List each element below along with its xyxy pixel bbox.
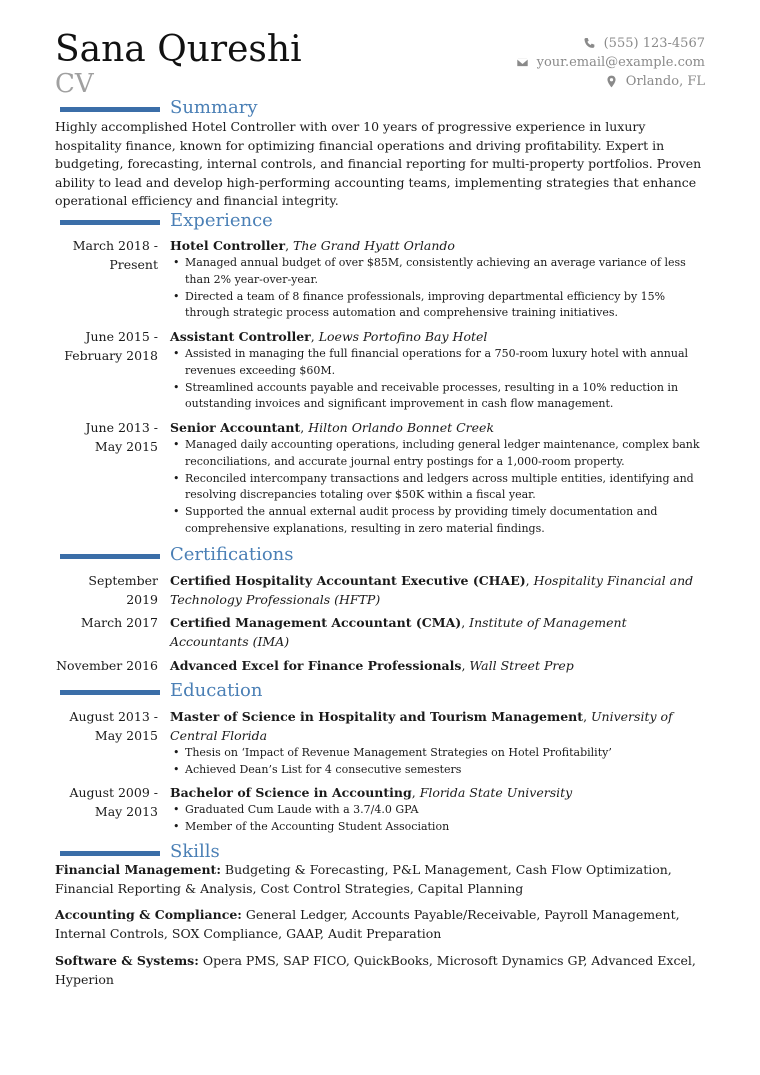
date-start: November 2016: [56, 658, 158, 673]
entry-heading: Assistant Controller, Loews Portofino Bay Hotel: [170, 329, 488, 344]
issuer: Wall Street Prep: [469, 658, 574, 673]
issuer: Hospitality Financial and Technology Professionals (HFTP): [170, 573, 694, 607]
date-start: June 2015 -: [85, 329, 158, 344]
employer: The Grand Hyatt Orlando: [293, 238, 455, 253]
section-title-certifications: Certifications: [170, 544, 294, 565]
map-pin-icon: [605, 75, 618, 88]
date-end: February 2018: [64, 348, 158, 363]
skill-group: [55, 861, 705, 898]
summary-text: Highly accomplished Hotel Controller with over 10 years of progressive experience in luxury hospitality finance, known for optimizing financial operations and driving profitability. Expert in budgeting, forecasting, internal controls, and financial reporting for multi-property portfolios. Proven ability to lead and develop high-performing accounting teams, implementing strategies that enhance operational efficiency and financial integrity.: [55, 119, 702, 208]
contact-block: [516, 34, 705, 91]
certification-name: Advanced Excel for Finance Professionals: [170, 658, 462, 673]
entry-heading: Advanced Excel for Finance Professionals, Wall Street Prep: [170, 658, 574, 673]
date-end: May 2015: [94, 728, 158, 743]
date-start: June 2013 -: [85, 420, 158, 435]
bullet-item: • Achieved Dean’s List for 4 consecutive semesters: [170, 762, 705, 779]
skill-text: General Ledger, Accounts Payable/Receivable, Payroll Management, Internal Controls, SOX Compliance, GAAP, Audit Preparation: [55, 907, 680, 941]
section-title-experience: Experience: [170, 210, 273, 231]
phone-icon: [583, 37, 596, 50]
date-end: May 2015: [94, 439, 158, 454]
contact-location: [516, 72, 705, 91]
date-start: March 2018 -: [72, 238, 158, 253]
bullet-item: • Member of the Accounting Student Association: [170, 819, 705, 836]
skill-label: Financial Management:: [55, 862, 221, 877]
skill-text: Opera PMS, SAP FICO, QuickBooks, Microsoft Dynamics GP, Advanced Excel, Hyperion: [55, 953, 696, 987]
date-start: August 2013 -: [69, 709, 158, 724]
employer: Loews Portofino Bay Hotel: [318, 329, 488, 344]
section-accent-bar: [60, 220, 160, 225]
entry-date: [55, 613, 158, 632]
contact-email[interactable]: [516, 53, 705, 72]
entry-date: [55, 327, 158, 365]
section-accent-bar: [60, 690, 160, 695]
bullet-item: • Assisted in managing the full financial operations for a 750-room luxury hotel with annual revenues exceeding $60M.: [170, 346, 705, 380]
entry-body: [170, 613, 705, 651]
skill-group: [55, 952, 705, 989]
employer: Hilton Orlando Bonnet Creek: [308, 420, 495, 435]
school: Florida State University: [419, 785, 573, 800]
issuer: Institute of Management Accountants (IMA): [170, 615, 627, 649]
entry-body: [170, 418, 705, 538]
bullet-list: [170, 802, 705, 836]
bullet-item: • Supported the annual external audit process by providing timely documentation and comprehensive explanations, resulting in zero material findings.: [170, 504, 705, 538]
date-start: September: [88, 573, 158, 588]
section-title-skills: Skills: [170, 841, 220, 862]
date-end: Present: [109, 257, 158, 272]
section-experience-head: [60, 209, 273, 233]
skill-label: Accounting & Compliance:: [55, 907, 242, 922]
date-start: March 2017: [80, 615, 158, 630]
bullet-list: [170, 437, 705, 538]
entry-body: [170, 571, 705, 609]
entry-body: [170, 327, 705, 413]
skill-text: Budgeting & Forecasting, P&L Management, Cash Flow Optimization, Financial Reporting & Analysis, Cost Control Strategies, Capital Planning: [55, 862, 672, 896]
school: University of Central Florida: [170, 709, 673, 743]
entry-heading: Senior Accountant, Hilton Orlando Bonnet Creek: [170, 420, 495, 435]
phone-text: (555) 123-4567: [603, 36, 705, 51]
entry-date: [55, 236, 158, 274]
bullet-item: • Reconciled intercompany transactions and ledgers across multiple entities, identifying and resolving discrepancies totaling over $50K within a fiscal year.: [170, 471, 705, 505]
envelope-icon: [516, 56, 529, 69]
entry-date: [55, 571, 158, 609]
section-certifications-head: [60, 543, 294, 567]
entry-date: [55, 783, 158, 821]
contact-phone: [516, 34, 705, 53]
degree: Master of Science in Hospitality and Tourism Management: [170, 709, 584, 724]
entry-body: [170, 236, 705, 322]
bullet-list: [170, 255, 705, 322]
bullet-item: • Graduated Cum Laude with a 3.7/4.0 GPA: [170, 802, 705, 819]
skill-label: Software & Systems:: [55, 953, 199, 968]
date-start: August 2009 -: [69, 785, 158, 800]
entry-date: [55, 656, 158, 675]
bullet-list: [170, 346, 705, 413]
degree: Bachelor of Science in Accounting: [170, 785, 412, 800]
candidate-name: Sana Qureshi: [55, 29, 302, 70]
section-education-head: [60, 679, 263, 703]
certification-name: Certified Hospitality Accountant Executive (CHAE): [170, 573, 526, 588]
entry-body: [170, 656, 705, 675]
entry-heading: Certified Management Accountant (CMA), Institute of Management Accountants (IMA): [170, 615, 627, 649]
entry-heading: Hotel Controller, The Grand Hyatt Orlando: [170, 238, 455, 253]
bullet-item: • Directed a team of 8 finance professionals, improving departmental efficiency by 15% through strategic process automation and comprehensive training initiatives.: [170, 289, 705, 323]
bullet-item: • Managed annual budget of over $85M, consistently achieving an average variance of less than 2% year-over-year.: [170, 255, 705, 289]
document-subtitle: CV: [55, 69, 94, 99]
section-accent-bar: [60, 851, 160, 856]
entry-date: [55, 418, 158, 456]
entry-body: [170, 783, 705, 836]
entry-heading: Bachelor of Science in Accounting, Florida State University: [170, 785, 573, 800]
entry-date: [55, 707, 158, 745]
bullet-item: • Managed daily accounting operations, including general ledger maintenance, complex bank reconciliations, and accurate journal entry postings for a 1,000-room property.: [170, 437, 705, 471]
section-accent-bar: [60, 107, 160, 112]
entry-heading: Master of Science in Hospitality and Tourism Management, University of Central Florida: [170, 709, 673, 743]
location-text: Orlando, FL: [625, 74, 705, 89]
skill-group: [55, 906, 705, 943]
entry-heading: Certified Hospitality Accountant Executive (CHAE), Hospitality Financial and Technology Professionals (HFTP): [170, 573, 694, 607]
bullet-item: • Thesis on ‘Impact of Revenue Management Strategies on Hotel Profitability’: [170, 745, 705, 762]
bullet-list: [170, 745, 705, 779]
section-title-education: Education: [170, 680, 263, 701]
section-accent-bar: [60, 554, 160, 559]
job-title: Senior Accountant: [170, 420, 301, 435]
bullet-item: • Streamlined accounts payable and receivable processes, resulting in a 10% reduction in outstanding invoices and significant improvement in cash flow management.: [170, 380, 705, 414]
section-title-summary: Summary: [170, 97, 258, 118]
email-text[interactable]: your.email@example.com: [536, 55, 705, 70]
section-summary-head: [60, 96, 258, 120]
date-end: May 2013: [94, 804, 158, 819]
certification-name: Certified Management Accountant (CMA): [170, 615, 462, 630]
job-title: Assistant Controller: [170, 329, 311, 344]
date-end: 2019: [126, 592, 158, 607]
entry-body: [170, 707, 705, 779]
job-title: Hotel Controller: [170, 238, 286, 253]
